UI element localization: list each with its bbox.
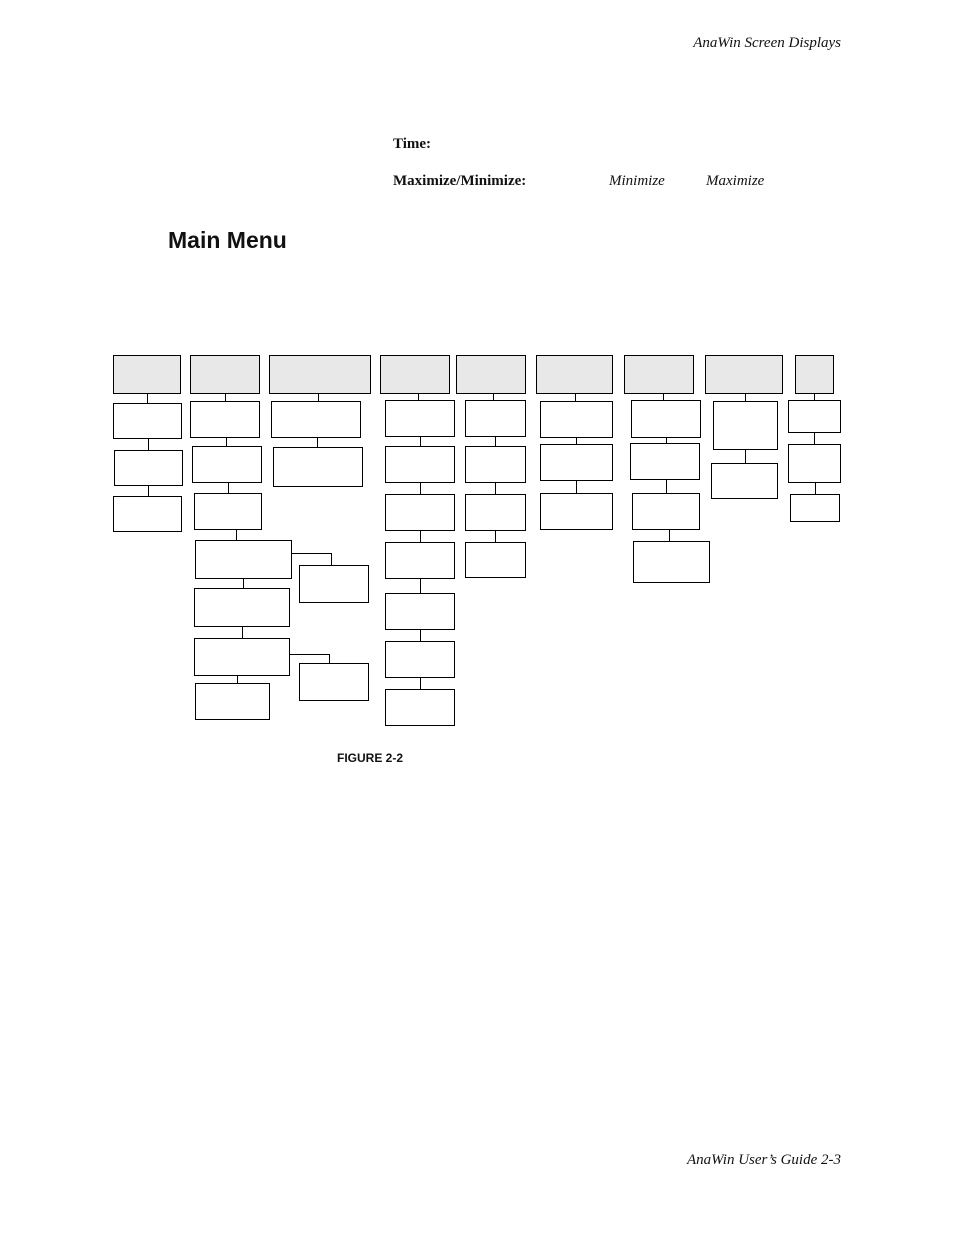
menu-item-4-1 [386,401,455,437]
menu-item-1-2 [115,451,183,486]
menu-header-4 [381,356,450,394]
menu-item-2-5 [195,589,290,627]
menu-item-1-1 [114,404,182,439]
menu-item-9-3 [791,495,840,522]
running-footer: AnaWin User’s Guide 2-3 [686,1152,841,1168]
menu-header-2 [191,356,260,394]
menu-header-1 [114,356,181,394]
running-header: AnaWin Screen Displays [693,35,841,51]
menu-header-6 [537,356,613,394]
menu-item-6-3 [541,494,613,530]
menu-item-4-2 [386,447,455,483]
menu-header-9 [796,356,834,394]
menu-item-2-6 [195,639,290,676]
menu-item-5-3 [466,495,526,531]
menu-item-9-1 [789,401,841,433]
menu-item-4-4 [386,543,455,579]
figure-caption: FIGURE 2-2 [337,751,404,765]
menu-item-4-5 [386,594,455,630]
submenu-box [300,566,369,603]
maximize-term: Maximize [706,173,765,189]
menu-item-3-1 [272,402,361,438]
section-title: Main Menu [168,227,287,253]
menu-header-7 [625,356,694,394]
menu-item-5-2 [466,447,526,483]
menu-item-2-1 [191,402,260,438]
menu-item-6-1 [541,402,613,438]
time-label: Time: [393,136,432,152]
minimize-term: Minimize [609,173,665,189]
menu-item-8-1 [714,402,778,450]
menu-header-3 [270,356,371,394]
menu-item-2-2 [193,447,262,483]
menu-header-8 [706,356,783,394]
menu-item-3-2 [274,448,363,487]
menu-item-7-3 [633,494,700,530]
menu-item-5-1 [466,401,526,437]
submenu-connector [292,554,332,566]
menu-item-4-7 [386,690,455,726]
menu-item-6-2 [541,445,613,481]
submenu-connector [290,655,330,664]
menu-item-2-7 [196,684,270,720]
menu-item-1-3 [114,497,182,532]
menu-item-5-4 [466,543,526,578]
menu-item-9-2 [789,445,841,483]
submenu-box [300,664,369,701]
maximize-minimize-label: Maximize/Minimize: [393,173,527,189]
menu-item-8-2 [712,464,778,499]
menu-item-7-4 [634,542,710,583]
menu-header-5 [457,356,526,394]
menu-item-4-3 [386,495,455,531]
menu-item-4-6 [386,642,455,678]
menu-item-2-4 [196,541,292,579]
menu-item-7-1 [632,401,701,438]
menu-item-7-2 [631,444,700,480]
menu-item-2-3 [195,494,262,530]
